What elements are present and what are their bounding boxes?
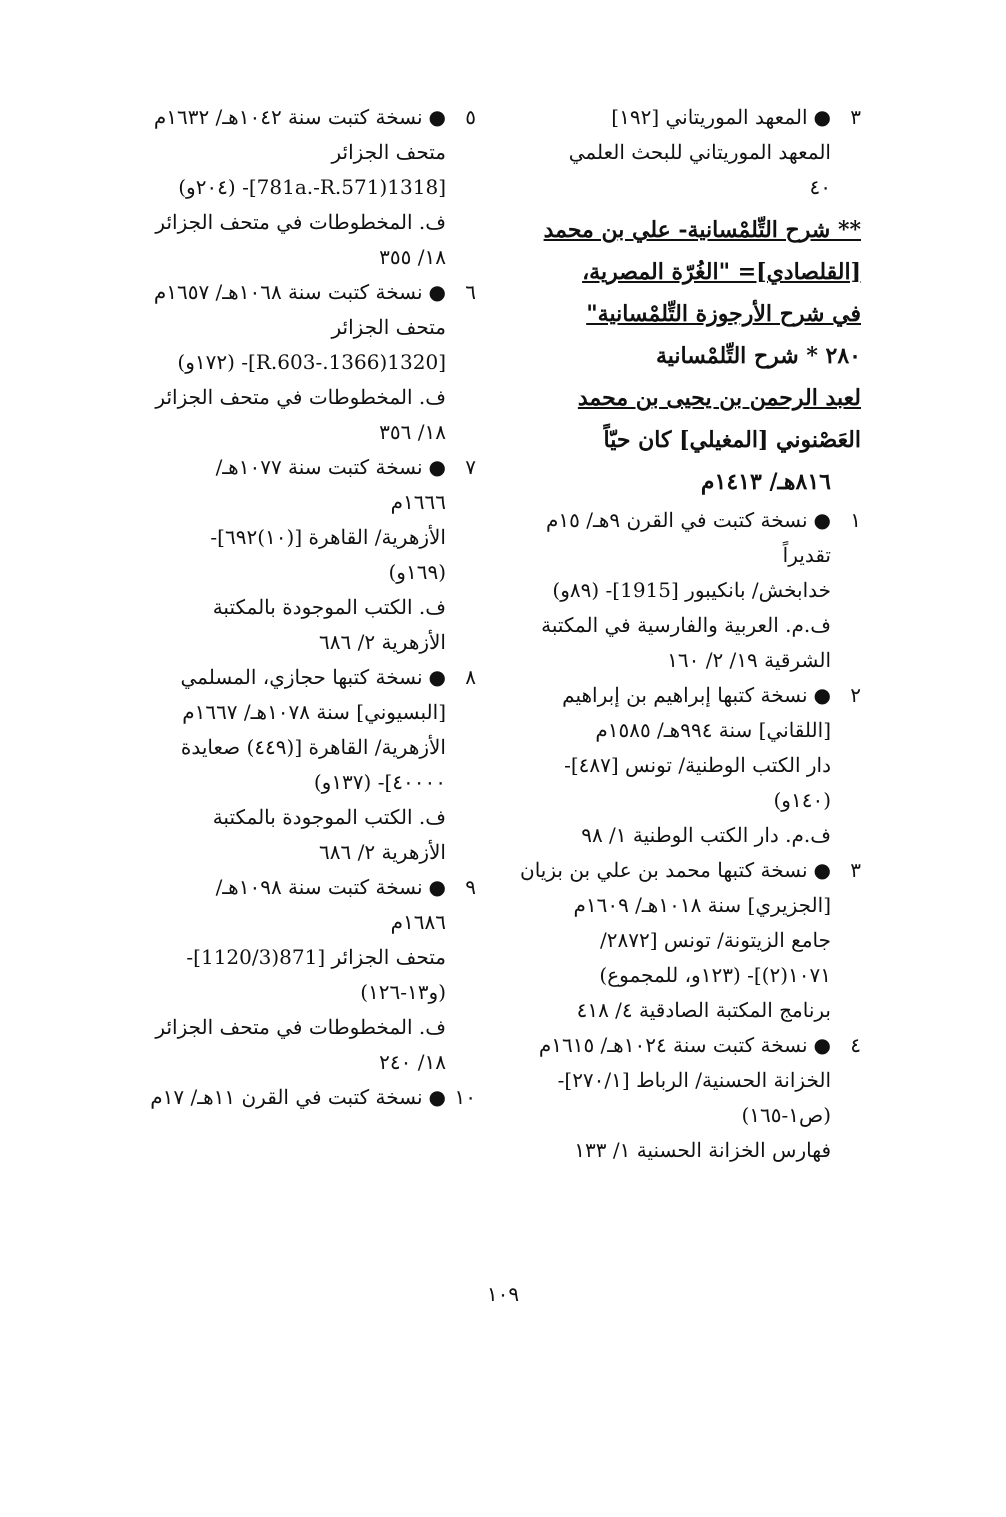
entry-line bbox=[131, 1080, 476, 1115]
entry-line: ٤٠٠٠٠]- (١٣٧و) bbox=[313, 770, 446, 794]
list-item bbox=[521, 678, 861, 853]
item-number: ١ bbox=[850, 508, 861, 532]
entry-line: ف. المخطوطات في متحف الجزائر bbox=[155, 1015, 446, 1039]
list-item bbox=[131, 870, 476, 1080]
list-item bbox=[521, 503, 861, 678]
entry-line bbox=[131, 660, 476, 695]
item-text: نسخة كتبت في القرن ١١هـ/ ١٧م bbox=[150, 1085, 423, 1109]
list-item bbox=[131, 100, 476, 275]
entry-line: ف. الكتب الموجودة بالمكتبة bbox=[212, 595, 446, 619]
entry-line: الخزانة الحسنية/ الرباط [٢٧٠/١]- bbox=[557, 1068, 831, 1092]
entry-line bbox=[131, 870, 476, 905]
entry-line: [1320(1366.-R.603]- (١٧٢و) bbox=[177, 350, 446, 374]
left-column bbox=[131, 100, 476, 1115]
section-heading bbox=[521, 209, 861, 503]
entry-line: فهارس الخزانة الحسنية ١/ ١٣٣ bbox=[574, 1138, 831, 1162]
item-number: ٩ bbox=[465, 875, 476, 899]
heading-line: لعبد الرحمن بن يحيى بن محمد bbox=[577, 385, 861, 411]
item-text: نسخة كتبت في القرن ٩هـ/ ١٥م bbox=[545, 508, 808, 532]
bullet-icon: ● bbox=[428, 665, 446, 689]
item-number: ٦ bbox=[465, 280, 476, 304]
entry-line: ف.م. العربية والفارسية في المكتبة bbox=[541, 613, 831, 637]
bullet-icon: ● bbox=[428, 875, 446, 899]
entry-line bbox=[521, 503, 861, 538]
entry-line: متحف الجزائر bbox=[331, 315, 446, 339]
heading-line: في شرح الأرجوزة التِّلمْسانية" bbox=[586, 301, 861, 327]
entry-line: ف. الكتب الموجودة بالمكتبة bbox=[212, 805, 446, 829]
right-column bbox=[521, 100, 861, 1168]
entry-line bbox=[521, 678, 861, 713]
item-text: نسخة كتبت سنة ١٠٧٧هـ/ bbox=[215, 455, 423, 479]
right-items-list bbox=[521, 503, 861, 1168]
item-number: ١٠ bbox=[454, 1085, 476, 1109]
list-item bbox=[521, 853, 861, 1028]
bullet-icon: ● bbox=[428, 280, 446, 304]
heading-line: ٨١٦هـ/ ١٤١٣م bbox=[700, 469, 831, 495]
entry-line: المعهد الموريتاني للبحث العلمي bbox=[568, 140, 831, 164]
entry-line: ف.م. دار الكتب الوطنية ١/ ٩٨ bbox=[581, 823, 831, 847]
entry-line: متحف الجزائر [871(1120/3]- bbox=[186, 945, 446, 969]
entry-line: (١٦٩و) bbox=[388, 560, 446, 584]
item-text: نسخة كتبت سنة ١٠٦٨هـ/ ١٦٥٧م bbox=[153, 280, 423, 304]
heading-line: العَصْنوني [المغيلي] كان حيّاً bbox=[603, 427, 861, 453]
left-items-list bbox=[131, 100, 476, 1115]
entry-line: ف. المخطوطات في متحف الجزائر bbox=[155, 385, 446, 409]
item-number: ٤ bbox=[850, 1033, 861, 1057]
entry-line bbox=[131, 450, 476, 485]
bullet-icon: ● bbox=[428, 455, 446, 479]
item-text: نسخة كتبها محمد بن علي بن بزيان bbox=[520, 858, 808, 882]
list-item bbox=[131, 1080, 476, 1115]
entry-line: ١٠٧١(٢)]- (١٢٣و، للمجموع) bbox=[599, 963, 831, 987]
list-item bbox=[131, 660, 476, 870]
entry-line: دار الكتب الوطنية/ تونس [٤٨٧]- bbox=[564, 753, 831, 777]
bullet-icon: ● bbox=[813, 105, 831, 129]
item-number: ٨ bbox=[465, 665, 476, 689]
entry-line: [اللقاني] سنة ٩٩٤هـ/ ١٥٨٥م bbox=[595, 718, 831, 742]
list-item bbox=[131, 450, 476, 660]
entry-line bbox=[131, 100, 476, 135]
bullet-icon: ● bbox=[813, 683, 831, 707]
entry-line: برنامج المكتبة الصادقية ٤/ ٤١٨ bbox=[576, 998, 831, 1022]
entry-line: جامع الزيتونة/ تونس [٢٨٧٢/ bbox=[599, 928, 831, 952]
bullet-icon: ● bbox=[813, 1033, 831, 1057]
entry-line: (١٤٠و) bbox=[773, 788, 831, 812]
entry-line bbox=[131, 275, 476, 310]
entry-line: ف. المخطوطات في متحف الجزائر bbox=[155, 210, 446, 234]
entry-3-maurit bbox=[521, 100, 861, 205]
item-text: نسخة كتبت سنة ١٠٢٤هـ/ ١٦١٥م bbox=[538, 1033, 808, 1057]
entry-line: الأزهرية/ القاهرة [(١٠)٦٩٢]- bbox=[210, 525, 446, 549]
entry-line: ١٦٨٦م bbox=[390, 910, 446, 934]
entry-line bbox=[521, 853, 861, 888]
entry-line: ٣●المعهد الموريتاني [١٩٢] bbox=[521, 100, 861, 135]
item-text: نسخة كتبها حجازي، المسلمي bbox=[180, 665, 423, 689]
page-number: ١٠٩ bbox=[486, 1282, 520, 1306]
item-text: نسخة كتبها إبراهيم بن إبراهيم bbox=[562, 683, 808, 707]
entry-line: ١٦٦٦م bbox=[390, 490, 446, 514]
bullet-icon: ● bbox=[813, 858, 831, 882]
bullet-icon: ● bbox=[428, 105, 446, 129]
entry-line: الأزهرية ٢/ ٦٨٦ bbox=[319, 630, 446, 654]
item-number: ٢ bbox=[850, 683, 861, 707]
list-item bbox=[521, 1028, 861, 1168]
entry-line: خدابخش/ بانكيبور [1915]- (٨٩و) bbox=[552, 578, 831, 602]
item-text: نسخة كتبت سنة ١٠٩٨هـ/ bbox=[215, 875, 423, 899]
entry-line: (و١٣-١٢٦) bbox=[360, 980, 446, 1004]
item-number: ٥ bbox=[465, 105, 476, 129]
item-number: ٣ bbox=[850, 858, 861, 882]
heading-line: ٢٨٠ * شرح التِّلمْسانية bbox=[655, 343, 861, 369]
entry-line: ١٨/ ٣٥٥ bbox=[379, 245, 446, 269]
entry-line: [1318(781a.-R.571]- (٢٠٤و) bbox=[178, 175, 446, 199]
entry-line: متحف الجزائر bbox=[331, 140, 446, 164]
entry-line: [الجزيري] سنة ١٠١٨هـ/ ١٦٠٩م bbox=[573, 893, 831, 917]
entry-line: (ص١-١٦٥) bbox=[741, 1103, 831, 1127]
entry-line: الشرقية ١٩/ ٢/ ١٦٠ bbox=[667, 648, 831, 672]
item-text: نسخة كتبت سنة ١٠٤٢هـ/ ١٦٣٢م bbox=[153, 105, 423, 129]
entry-line: ١٨/ ٣٥٦ bbox=[379, 420, 446, 444]
heading-line: ** شرح التِّلمْسانية- علي بن محمد bbox=[543, 217, 861, 243]
list-item bbox=[131, 275, 476, 450]
bullet-icon: ● bbox=[428, 1085, 446, 1109]
entry-line bbox=[521, 1028, 861, 1063]
item-number: ٧ bbox=[465, 455, 476, 479]
entry-line: الأزهرية ٢/ ٦٨٦ bbox=[319, 840, 446, 864]
bullet-icon: ● bbox=[813, 508, 831, 532]
entry-line: تقديراً bbox=[782, 543, 831, 567]
entry-line: ١٨/ ٢٤٠ bbox=[379, 1050, 446, 1074]
entry-line: الأزهرية/ القاهرة [(٤٤٩) صعايدة bbox=[180, 735, 446, 759]
entry-line: [البسيوني] سنة ١٠٧٨هـ/ ١٦٦٧م bbox=[182, 700, 446, 724]
entry-line: ٤٠ bbox=[809, 175, 831, 199]
heading-line: [القلصادي]= "الغُرّة المصرية، bbox=[582, 259, 861, 285]
